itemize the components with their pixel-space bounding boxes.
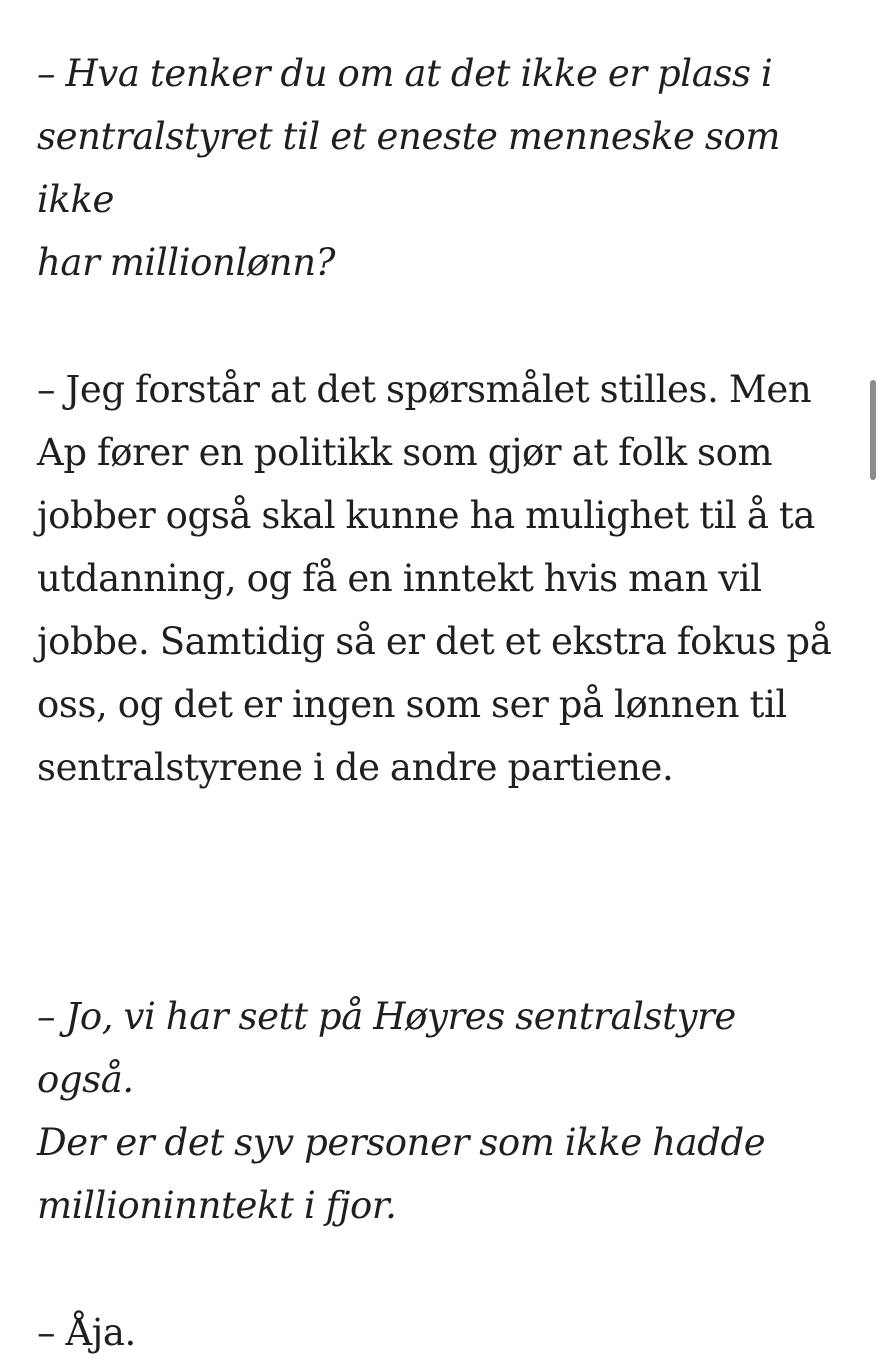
interview-question: – Jo, vi har sett på Høyres sentralstyre også. Der er det syv personer som ikke hadde millioninntekt i fjor. (37, 995, 766, 1227)
paragraph-spacer (37, 799, 837, 985)
interview-question: – Hva tenker du om at det ikke er plass i sentralstyret til et eneste menneske som ikke har millionlønn? (37, 52, 781, 284)
paragraph-spacer (37, 1237, 837, 1301)
paragraph-spacer (37, 294, 837, 358)
scrollbar-thumb[interactable] (870, 380, 876, 480)
interview-answer: – Åja. (37, 1311, 136, 1354)
article-body (37, 42, 837, 1364)
interview-answer: – Jeg forstår at det spørsmålet stilles. Men Ap fører en politikk som gjør at folk som jobber også skal kunne ha mulighet til å ta utdanning, og få en inntekt hvis man vil jobbe. Samtidig så er det et ekstra fokus på oss, og det er ingen som ser på lønnen til sentralstyrene i de andre partiene. (37, 368, 832, 789)
